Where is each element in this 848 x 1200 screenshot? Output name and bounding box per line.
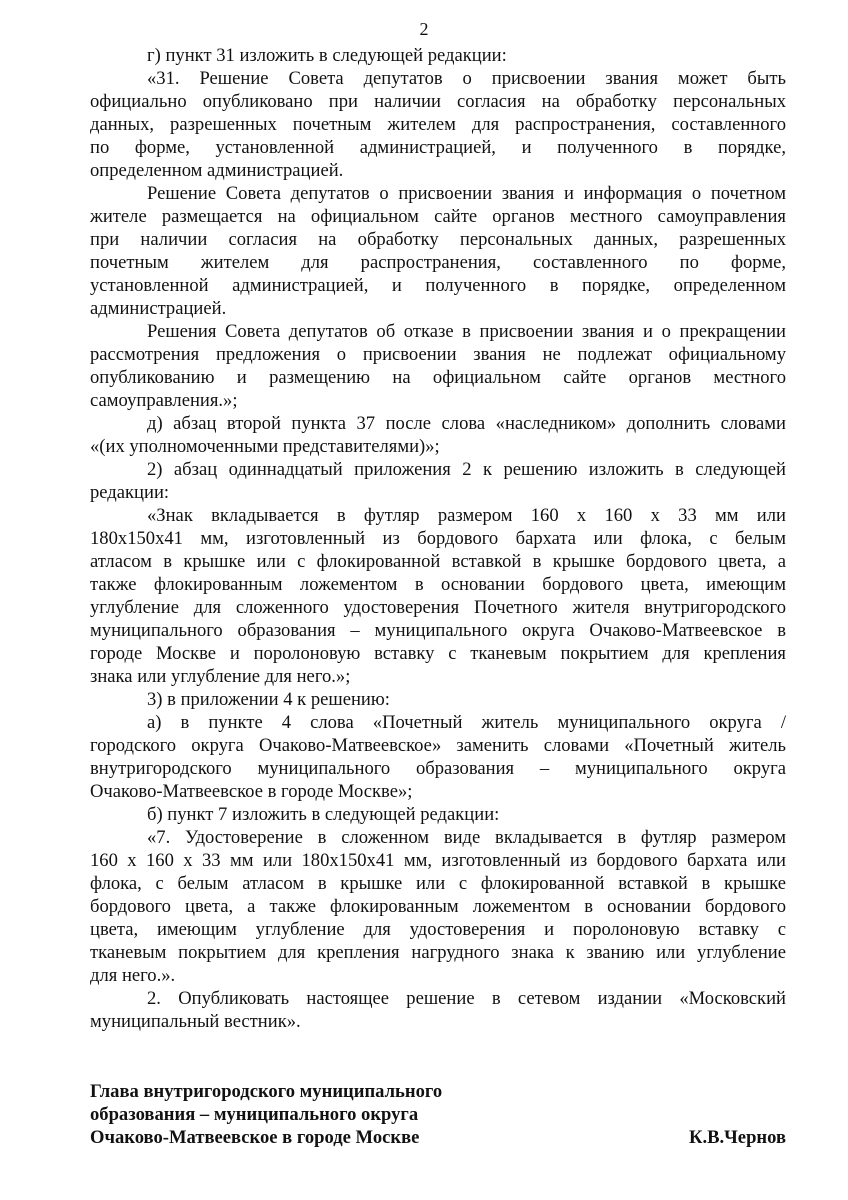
paragraph-line: 2) абзац одиннадцатый приложения 2 к решению изложить в следующей xyxy=(147,459,786,480)
paragraph xyxy=(90,182,786,320)
signature-position-line: образования – муниципального округа xyxy=(90,1104,419,1125)
paragraph xyxy=(90,711,786,803)
paragraph-line: атласом в крышке или с флокированной вставкой в крышке бордового цвета, а xyxy=(90,551,786,572)
paragraph-line: г) пункт 31 изложить в следующей редакции: xyxy=(147,45,507,66)
paragraph-line: почетным жителем для распространения, составленного по форме, xyxy=(90,252,786,273)
paragraph xyxy=(90,803,786,826)
paragraph-line: администрацией. xyxy=(90,298,227,319)
paragraph xyxy=(90,504,786,688)
paragraph-line: флока, с белым атласом в крышке или с флокированной вставкой в крышке xyxy=(90,873,786,894)
signature-block xyxy=(90,1080,786,1149)
paragraph-line: рассмотрения предложения о присвоении звания не подлежат официальному xyxy=(90,344,786,365)
paragraph-line: углубление для сложенного удостоверения Почетного жителя внутригородского xyxy=(90,597,786,618)
paragraph-line: при наличии согласия на обработку персональных данных, разрешенных xyxy=(90,229,786,250)
paragraph xyxy=(90,320,786,412)
paragraph-line: цвета, имеющим углубление для удостоверения и поролоновую вставку с xyxy=(90,919,786,940)
paragraph-line: а) в пункте 4 слова «Почетный житель муниципального округа / xyxy=(147,712,786,733)
paragraph-line: знака или углубление для него.»; xyxy=(90,666,351,687)
paragraph-line: б) пункт 7 изложить в следующей редакции: xyxy=(147,804,500,825)
paragraph xyxy=(90,987,786,1033)
paragraph-line: по форме, установленной администрацией, и полученного в порядке, xyxy=(90,137,786,158)
paragraph-line: «(их уполномоченными представителями)»; xyxy=(90,436,440,457)
paragraph-line: муниципального образования – муниципального округа Очаково-Матвеевское в xyxy=(90,620,786,641)
paragraph-line: редакции: xyxy=(90,482,170,503)
signature-position-line: Очаково-Матвеевское в городе Москве xyxy=(90,1127,420,1148)
paragraph-line: Решение Совета депутатов о присвоении звания и информация о почетном xyxy=(147,183,786,204)
paragraph xyxy=(90,458,786,504)
paragraph xyxy=(90,826,786,987)
paragraph-line: определенном администрацией. xyxy=(90,160,344,181)
paragraph-line: жителе размещается на официальном сайте органов местного самоуправления xyxy=(90,206,786,227)
page-number: 2 xyxy=(419,19,429,39)
paragraph-line: самоуправления.»; xyxy=(90,390,238,411)
paragraph-line: «Знак вкладывается в футляр размером 160 x 160 x 33 мм или xyxy=(147,505,786,526)
paragraph-line: для него.». xyxy=(90,965,176,986)
paragraph-line: официально опубликовано при наличии согласия на обработку персональных xyxy=(90,91,786,112)
paragraph xyxy=(90,44,786,67)
paragraph xyxy=(90,67,786,182)
paragraph-line: «31. Решение Совета депутатов о присвоении звания может быть xyxy=(147,68,786,89)
paragraph-line: 2. Опубликовать настоящее решение в сетевом издании «Московский xyxy=(147,988,786,1009)
paragraph-line: Решения Совета депутатов об отказе в присвоении звания и о прекращении xyxy=(147,321,786,342)
paragraph-line: Очаково-Матвеевское в городе Москве»; xyxy=(90,781,413,802)
paragraph-line: 160 x 160 x 33 мм или 180x150x41 мм, изготовленный из бордового бархата или xyxy=(90,850,786,871)
paragraph-line: опубликованию и размещению на официальном сайте органов местного xyxy=(90,367,786,388)
paragraph-line: 3) в приложении 4 к решению: xyxy=(147,689,390,710)
paragraph-line: данных, разрешенных почетным жителем для распространения, составленного xyxy=(90,114,786,135)
paragraph-line: городского округа Очаково-Матвеевское» заменить словами «Почетный житель xyxy=(90,735,786,756)
paragraph-line: городе Москве и поролоновую вставку с тканевым покрытием для крепления xyxy=(90,643,786,664)
paragraph-line: тканевым покрытием для крепления нагрудного знака к званию или углубление xyxy=(90,942,786,963)
signature-position-line: Глава внутригородского муниципального xyxy=(90,1081,443,1102)
paragraph-line: 180x150x41 мм, изготовленный из бордового бархата или флока, с белым xyxy=(90,528,786,549)
document-body xyxy=(90,44,786,1033)
paragraph xyxy=(90,688,786,711)
paragraph-line: муниципальный вестник». xyxy=(90,1011,301,1032)
signatory-name: К.В.Чернов xyxy=(688,1127,786,1148)
paragraph-line: установленной администрацией, и полученного в порядке, определенном xyxy=(90,275,786,296)
paragraph-line: бордового цвета, а также флокированным ложементом в основании бордового xyxy=(90,896,786,917)
paragraph-line: д) абзац второй пункта 37 после слова «наследником» дополнить словами xyxy=(147,413,786,434)
paragraph-line: внутригородского муниципального образования – муниципального округа xyxy=(90,758,786,779)
paragraph-line: также флокированным ложементом в основании бордового цвета, имеющим xyxy=(90,574,786,595)
paragraph xyxy=(90,412,786,458)
paragraph-line: «7. Удостоверение в сложенном виде вкладывается в футляр размером xyxy=(147,827,786,848)
